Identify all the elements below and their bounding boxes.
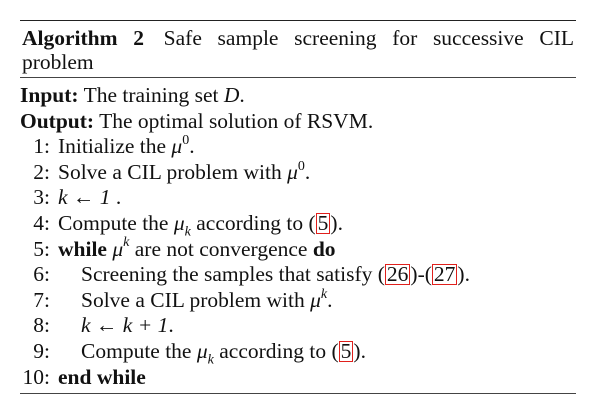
step-1 (20, 134, 576, 160)
step-8 (20, 313, 576, 339)
output-line (20, 109, 576, 135)
superscript: k (123, 235, 130, 251)
step-number: 3: (33, 185, 50, 210)
output-label: Output: (20, 108, 95, 133)
step-text-mid: according to ( (213, 338, 339, 363)
step-text: Solve a CIL problem with (81, 287, 311, 312)
mu-symbol: μ (310, 287, 321, 312)
mu-symbol: μ (196, 338, 208, 363)
keyword-end-while: end while (58, 364, 146, 389)
step-3 (20, 185, 576, 211)
step-text-end: ). (457, 262, 470, 287)
superscript: 0 (297, 158, 305, 174)
step-text-end: . (304, 159, 311, 184)
step-10 (20, 365, 576, 391)
step-text-end: ). (330, 210, 343, 235)
input-label: Input: (20, 83, 79, 107)
input-text: The training set (83, 83, 219, 107)
mu-symbol: μ (171, 134, 183, 159)
step-number: 7: (33, 287, 50, 312)
step-number: 9: (33, 338, 50, 363)
step-number: 10: (22, 364, 50, 389)
step-text-end: . (168, 313, 174, 338)
algorithm-label: Algorithm 2 (22, 26, 144, 50)
step-number: 8: (33, 313, 50, 338)
step-number: 4: (33, 210, 50, 235)
step-6 (20, 262, 576, 288)
equation-reference-link[interactable]: 27 (433, 262, 456, 287)
step-text-end: . (110, 185, 122, 210)
algorithm-caption (20, 21, 576, 77)
mu-symbol: μ (173, 210, 185, 235)
superscript: k (320, 286, 328, 302)
algorithm-title: Safe sample screening for successive CIL problem (22, 26, 575, 74)
step-text-end: . (189, 134, 195, 159)
assignment-math: k ← k + 1 (81, 313, 169, 338)
superscript: 0 (182, 133, 190, 149)
step-text: Compute the (58, 210, 174, 235)
assignment-math: k ← 1 (58, 185, 111, 210)
step-number: 2: (33, 159, 50, 184)
algorithm-body (20, 78, 576, 393)
bottom-rule (20, 393, 576, 394)
step-number: 5: (33, 236, 50, 261)
step-2 (20, 160, 576, 186)
step-text-end: . (327, 287, 333, 312)
equation-reference-link[interactable]: 26 (386, 262, 409, 287)
step-number: 6: (33, 262, 50, 287)
output-text: The optimal solution of RSVM. (99, 108, 374, 133)
input-line: Input: The training set D. (20, 83, 245, 107)
step-9 (20, 338, 576, 368)
step-text: Solve a CIL problem with (58, 159, 288, 184)
step-4: 4: Compute the $\mu_k$ according to (5). (20, 211, 576, 237)
input-var: D (223, 83, 240, 107)
equation-reference-link[interactable]: 5 (340, 338, 352, 363)
step-text: Initialize the (58, 134, 172, 159)
step-text-mid: )-( (410, 262, 432, 287)
equation-reference-link[interactable]: 5 (317, 210, 329, 235)
mu-symbol: μ (287, 159, 298, 184)
step-text-end: ). (353, 338, 366, 363)
keyword-while: while (58, 236, 107, 261)
step-text: are not convergence (129, 236, 313, 261)
subscript: k (184, 224, 191, 240)
mu-symbol: μ (112, 236, 124, 261)
step-5 (20, 237, 576, 263)
keyword-do: do (312, 236, 336, 261)
step-text: Screening the samples that satisfy ( (81, 262, 385, 287)
step-number: 1: (33, 134, 50, 159)
subscript: k (207, 352, 214, 368)
algorithm-block (20, 20, 576, 394)
step-text-mid: according to (190, 210, 309, 235)
step-text: Compute the (81, 338, 197, 363)
step-7 (20, 288, 576, 314)
